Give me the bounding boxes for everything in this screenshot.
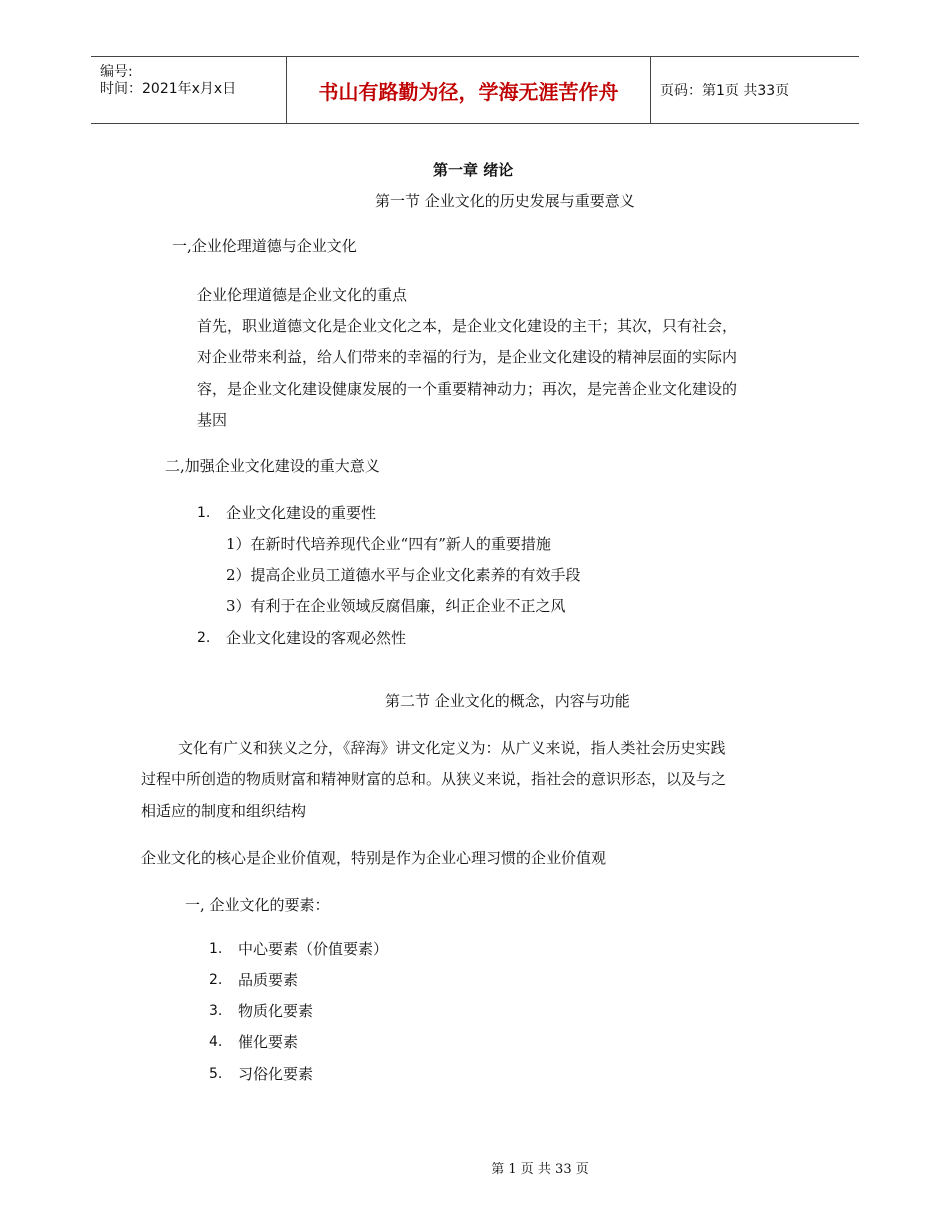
list-item: 企业文化建设的重要性	[226, 504, 377, 522]
part-2-heading: 二,加强企业文化建设的重大意义	[165, 457, 380, 475]
sub-list-item: 2）提高企业员工道德水平与企业文化素养的有效手段	[226, 566, 581, 584]
paragraph-line: 相适应的制度和组织结构	[141, 802, 307, 820]
header-motto: 书山有路勤为径，学海无涯苦作舟	[286, 57, 651, 123]
elements-heading: 一, 企业文化的要素：	[185, 896, 330, 914]
part-1-line: 对企业带来利益，给人们带来的幸福的行为，是企业文化建设的精神层面的实际内	[197, 348, 738, 366]
element-item: 品质要素	[238, 971, 299, 989]
paragraph-line: 文化有广义和狭义之分，《辞海》讲文化定义为：从广义来说，指人类社会历史实践	[178, 739, 726, 757]
page-header	[91, 56, 859, 124]
element-item: 中心要素（价值要素）	[238, 940, 389, 958]
element-item: 催化要素	[238, 1033, 299, 1051]
element-item: 物质化要素	[238, 1002, 314, 1020]
header-meta	[91, 57, 286, 123]
part-1-line: 首先，职业道德文化是企业文化之本，是企业文化建设的主干；其次，只有社会，	[197, 317, 738, 335]
document-number-label: 编号:	[100, 64, 133, 80]
element-number: 2.	[209, 972, 223, 988]
section-1-title: 第一节 企业文化的历史发展与重要意义	[375, 192, 635, 210]
part-1-line: 容，是企业文化建设健康发展的一个重要精神动力；再次，是完善企业文化建设的	[197, 380, 738, 398]
paragraph-line: 过程中所创造的物质财富和精神财富的总和。从狭义来说，指社会的意识形态，以及与之	[141, 770, 727, 788]
element-number: 5.	[209, 1066, 223, 1082]
list-item-number: 1.	[197, 505, 211, 521]
list-item: 企业文化建设的客观必然性	[226, 629, 407, 647]
element-number: 3.	[209, 1003, 223, 1019]
header-page-label: 页码：第1页 共33页	[660, 83, 790, 99]
part-1-heading: 一,企业伦理道德与企业文化	[172, 237, 357, 255]
list-item-number: 2.	[197, 630, 211, 646]
sub-list-item: 3）有利于在企业领域反腐倡廉，纠正企业不正之风	[226, 597, 566, 615]
document-time-label: 时间：2021年x月x日	[100, 81, 237, 97]
part-1-line: 基因	[197, 411, 228, 429]
element-number: 4.	[209, 1034, 223, 1050]
section-2-title: 第二节 企业文化的概念，内容与功能	[385, 692, 630, 710]
element-number: 1.	[209, 941, 223, 957]
part-1-line: 企业伦理道德是企业文化的重点	[197, 286, 408, 304]
sub-list-item: 1）在新时代培养现代企业“四有”新人的重要措施	[226, 535, 551, 553]
element-item: 习俗化要素	[238, 1065, 314, 1083]
chapter-title: 第一章 绪论	[433, 161, 514, 179]
page-footer: 第 1 页 共 33 页	[491, 1162, 589, 1177]
core-statement: 企业文化的核心是企业价值观，特别是作为企业心理习惯的企业价值观	[141, 849, 607, 867]
